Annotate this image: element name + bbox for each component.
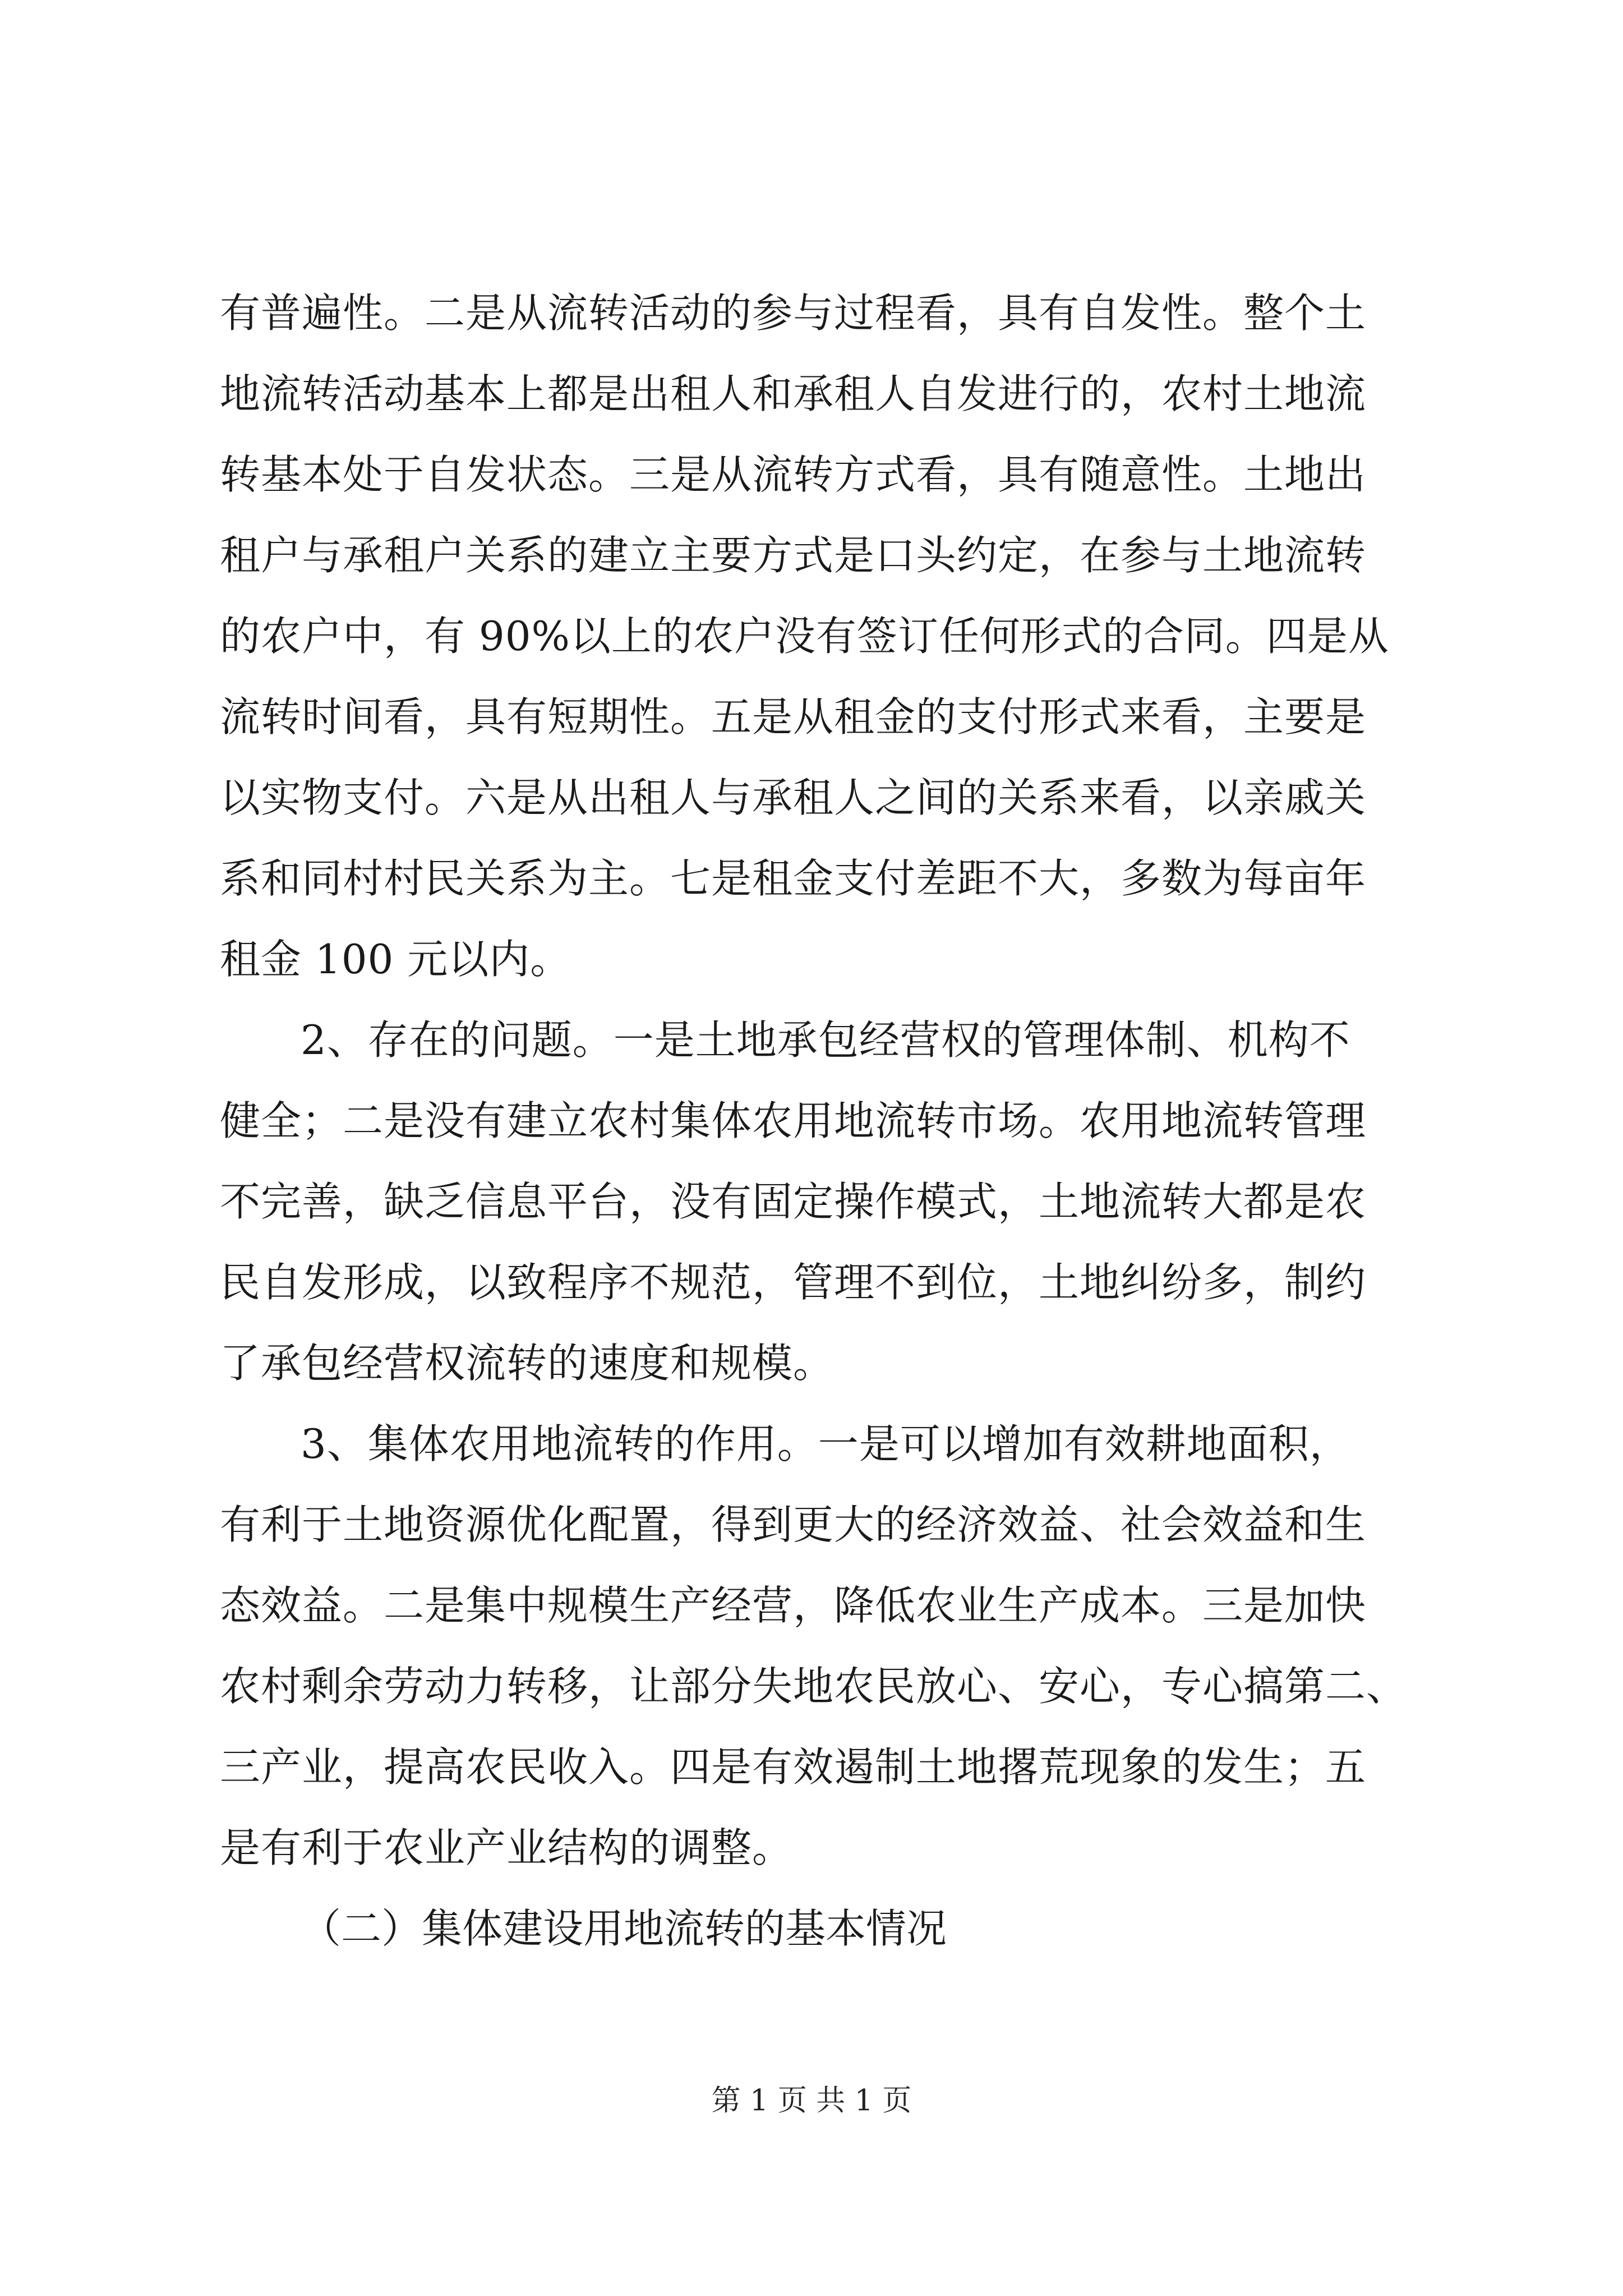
text-line: 流转时间看，具有短期性。五是从租金的支付形式来看，主要是 — [220, 693, 1367, 740]
text-line: 系和同村村民关系为主。七是租金支付差距不大，多数为每亩年 — [220, 855, 1367, 902]
text-line: 三产业，提高农民收入。四是有效遏制土地撂荒现象的发生；五 — [220, 1743, 1367, 1791]
text-line: 以实物支付。六是从出租人与承租人之间的关系来看，以亲戚关 — [220, 774, 1367, 821]
paragraph-start-line: 3、集体农用地流转的作用。一是可以增加有效耕地面积， — [301, 1420, 1350, 1467]
text-line: 的农户中，有 90%以上的农户没有签订任何形式的合同。四是从 — [220, 613, 1389, 660]
text-line: 态效益。二是集中规模生产经营，降低农业生产成本。三是加快 — [220, 1582, 1367, 1629]
section-heading: （二）集体建设用地流转的基本情况 — [301, 1905, 947, 1952]
page-number-footer: 第 1 页 共 1 页 — [711, 2084, 912, 2118]
paragraph-start-line: 2、存在的问题。一是土地承包经营权的管理体制、机构不 — [301, 1016, 1350, 1064]
text-line: 了承包经营权流转的速度和规模。 — [220, 1340, 834, 1387]
text-line: 是有利于农业产业结构的调整。 — [220, 1824, 794, 1871]
text-line: 有利于土地资源优化配置，得到更大的经济效益、社会效益和生 — [220, 1501, 1367, 1548]
text-line: 健全；二是没有建立农村集体农用地流转市场。农用地流转管理 — [220, 1097, 1367, 1144]
text-line: 租金 100 元以内。 — [220, 936, 571, 983]
text-line: 地流转活动基本上都是出租人和承租人自发进行的，农村土地流 — [220, 370, 1367, 417]
text-line: 农村剩余劳动力转移，让部分失地农民放心、安心，专心搞第二、 — [220, 1663, 1408, 1710]
text-line: 转基本处于自发状态。三是从流转方式看，具有随意性。土地出 — [220, 451, 1367, 498]
text-line: 租户与承租户关系的建立主要方式是口头约定，在参与土地流转 — [220, 532, 1367, 579]
text-line: 有普遍性。二是从流转活动的参与过程看，具有自发性。整个土 — [220, 289, 1367, 337]
text-line: 民自发形成，以致程序不规范，管理不到位，土地纠纷多，制约 — [220, 1259, 1367, 1306]
text-line: 不完善，缺乏信息平台，没有固定操作模式，土地流转大都是农 — [220, 1178, 1367, 1225]
document-body — [220, 273, 1426, 1969]
